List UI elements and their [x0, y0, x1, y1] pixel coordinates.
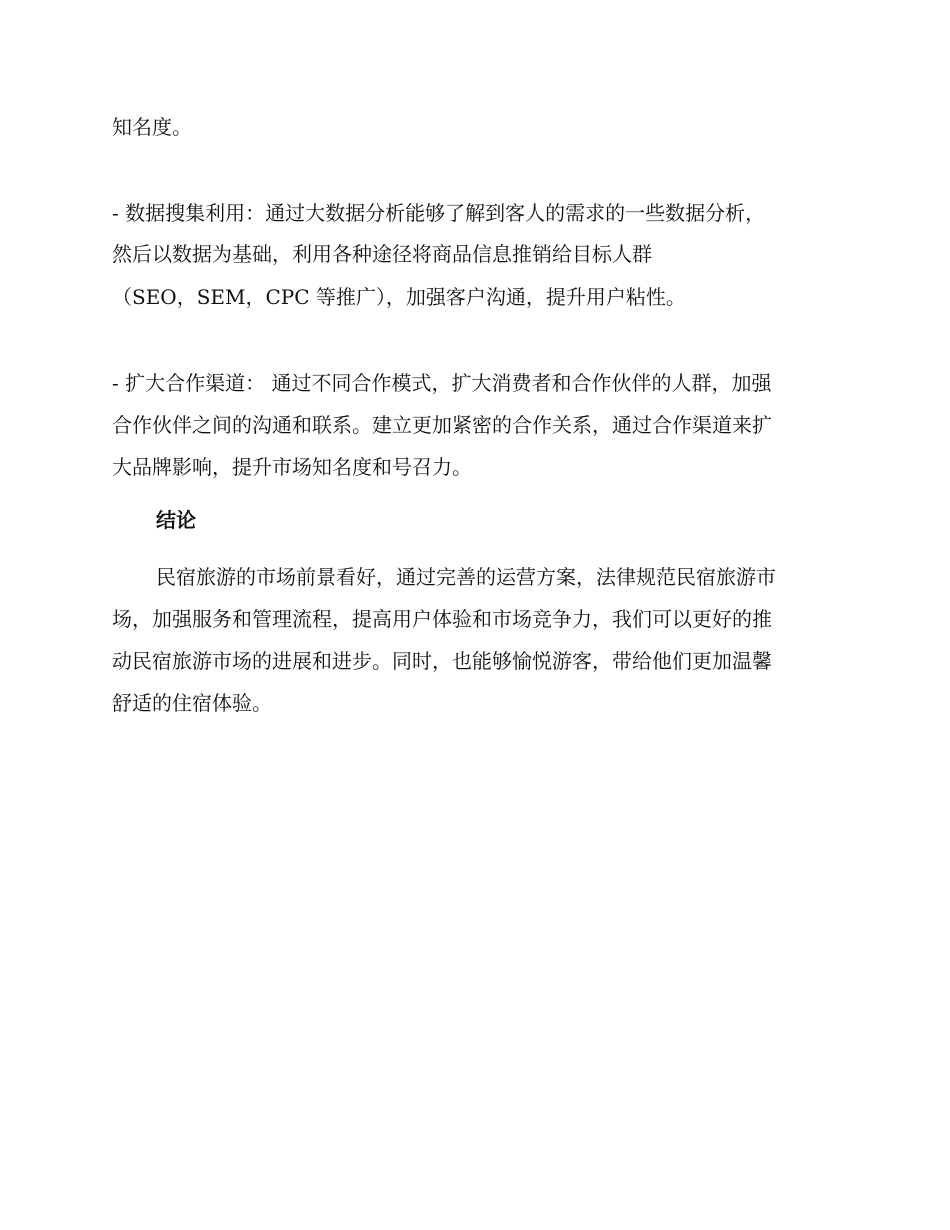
- conclusion-line-2: 场，加强服务和管理流程，提高用户体验和市场竞争力，我们可以更好的推: [112, 607, 772, 631]
- bullet-channels-line-1: - 扩大合作渠道： 通过不同合作模式，扩大消费者和合作伙伴的人群，加强: [112, 371, 772, 395]
- bullet-channels-line-3: 大品牌影响，提升市场知名度和号召力。: [112, 455, 472, 479]
- conclusion-line-4: 舒适的住宿体验。: [112, 691, 272, 715]
- intro-tail-text: 知名度。: [112, 115, 192, 139]
- conclusion-line-1: 民宿旅游的市场前景看好，通过完善的运营方案，法律规范民宿旅游市: [156, 565, 776, 589]
- conclusion-line-3: 动民宿旅游市场的进展和进步。同时，也能够愉悦游客，带给他们更加温馨: [112, 649, 772, 673]
- bullet-data-line-3: （SEO，SEM，CPC 等推广），加强客户沟通，提升用户粘性。: [112, 285, 686, 309]
- bullet-data-line-1: - 数据搜集利用：通过大数据分析能够了解到客人的需求的一些数据分析，: [112, 201, 766, 225]
- conclusion-heading: 结论: [156, 508, 196, 532]
- bullet-channels-line-2: 合作伙伴之间的沟通和联系。建立更加紧密的合作关系，通过合作渠道来扩: [112, 413, 772, 437]
- bullet-data-line-2: 然后以数据为基础，利用各种途径将商品信息推销给目标人群: [112, 242, 652, 266]
